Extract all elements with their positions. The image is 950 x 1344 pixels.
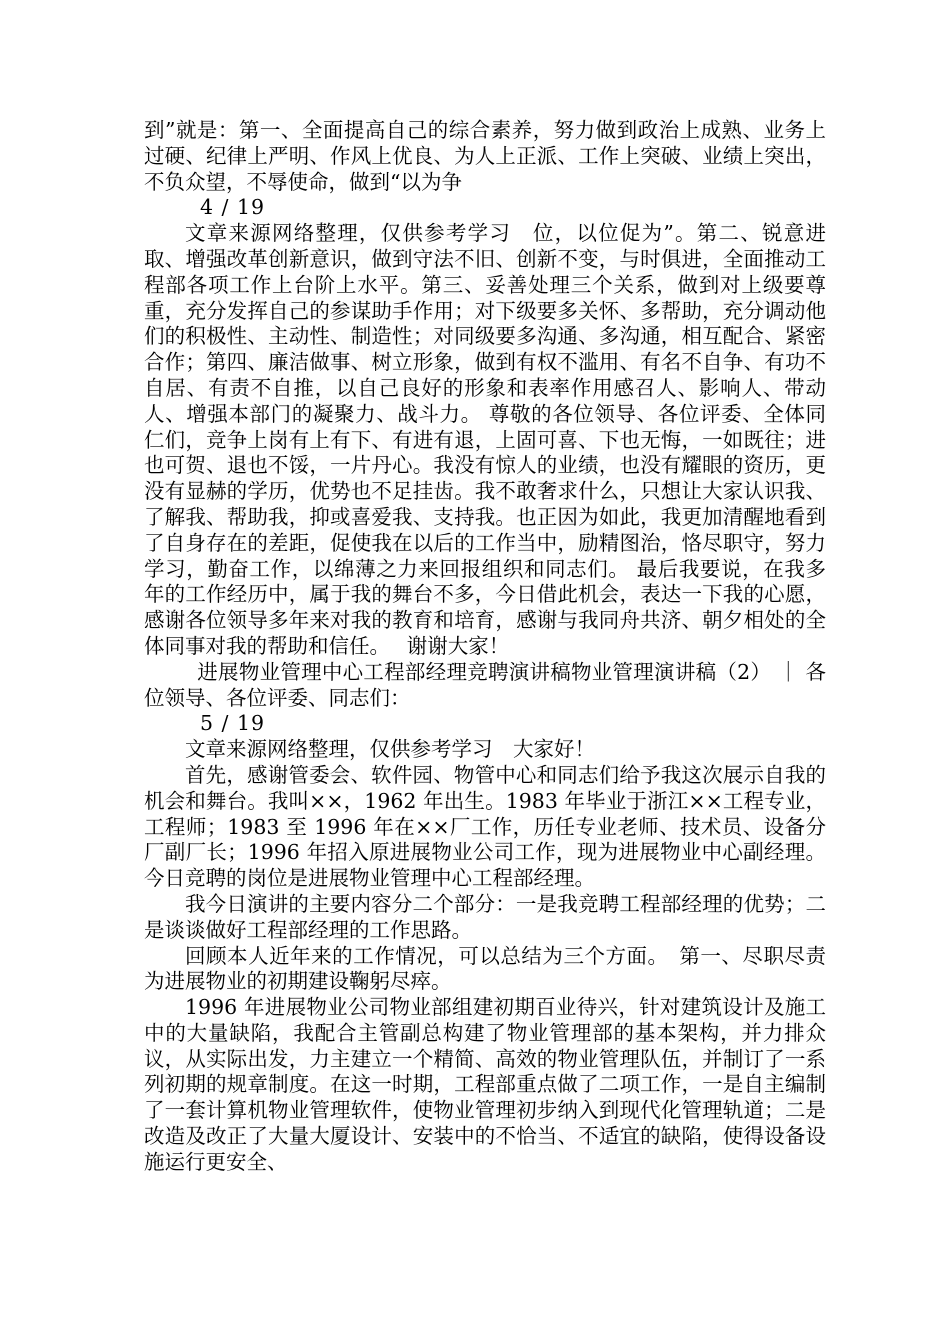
paragraph: 文章来源网络整理，仅供参考学习 位，以位促为”。第二、锐意进取、增强改革创新意识，做到守法不旧、创新不变，与时俱进，全面推动工程部各项工作上台阶上水平。第三、妥善处理三个关系，做到对上级要尊重，充分发挥自己的参谋助手作用；对下级要多关怀、多帮助，充分调动他们的积极性、主动性、制造性；对同级要多沟通、多沟通，相互配合、紧密合作；第四、廉洁做事、树立形象，做到有权不滥用、有名不自争、有功不自居、有责不自推，以自己良好的形象和表率作用感召人、影响人、带动人、增强本部门的凝聚力、战斗力。 尊敬的各位领导、各位评委、全体同仁们，竞争上岗有上有下、有进有退，上固可喜、下也无悔，一如既往；进也可贺、退也不馁，一片丹心。我没有惊人的业绩，也没有耀眼的资历，更没有显赫的学历，优势也不足挂齿。我不敢奢求什么，只想让大家认识我、了解我、帮助我，抑或喜爱我、支持我。也正因为如此，我更加清醒地看到了自身存在的差距，促使我在以后的工作当中，励精图治，恪尽职守，努力学习，勤奋工作，以绵薄之力来回报组织和同志们。 最后我要说，在我多年的工作经历中，属于我的舞台不多，今日借此机会，表达一下我的心愿，感谢各位领导多年来对我的教育和培育，感谢与我同舟共济、朝夕相处的全体同事对我的帮助和信任。 谢谢大家！ xyxy=(144,221,826,658)
paragraph: 文章来源网络整理，仅供参考学习 大家好！ xyxy=(185,737,595,762)
paragraph: 我今日演讲的主要内容分二个部分：一是我竞聘工程部经理的优势；二是谈谈做好工程部经理的工作思路。 xyxy=(144,891,826,942)
page-number: 4 / 19 xyxy=(200,195,266,220)
paragraph: 回顾本人近年来的工作情况，可以总结为三个方面。 第一、尽职尽责为进展物业的初期建设鞠躬尽瘁。 xyxy=(144,943,826,994)
document-page xyxy=(144,118,826,1176)
paragraph: 到”就是：第一、全面提高自己的综合素养，努力做到政治上成熟、业务上过硬、纪律上严明、作风上优良、为人上正派、工作上突破、业绩上突出，不负众望，不辱使命，做到“以为争 xyxy=(144,118,826,194)
section-heading: 进展物业管理中心工程部经理竞聘演讲稿物业管理演讲稿（2） ｜ 各位领导、各位评委、同志们： xyxy=(144,659,826,710)
paragraph: 首先，感谢管委会、软件园、物管中心和同志们给予我这次展示自我的机会和舞台。我叫××，1962 年出生。1983 年毕业于浙江××工程专业，工程师；1983 至 1996 年在××厂工作，历任专业老师、技术员、设备分厂副厂长；1996 年招入原进展物业公司工作，现为进展物业中心副经理。今日竞聘的岗位是进展物业管理中心工程部经理。 xyxy=(144,762,826,891)
paragraph: 1996 年进展物业公司物业部组建初期百业待兴，针对建筑设计及施工中的大量缺陷，我配合主管副总构建了物业管理部的基本架构，并力排众议，从实际出发，力主建立一个精简、高效的物业管理队伍，并制订了一系列初期的规章制度。在这一时期，工程部重点做了二项工作，一是自主编制了一套计算机物业管理软件，使物业管理初步纳入到现代化管理轨道；二是改造及改正了大量大厦设计、安装中的不恰当、不适宜的缺陷，使得设备设施运行更安全、 xyxy=(144,995,826,1174)
page-number: 5 / 19 xyxy=(200,711,266,736)
